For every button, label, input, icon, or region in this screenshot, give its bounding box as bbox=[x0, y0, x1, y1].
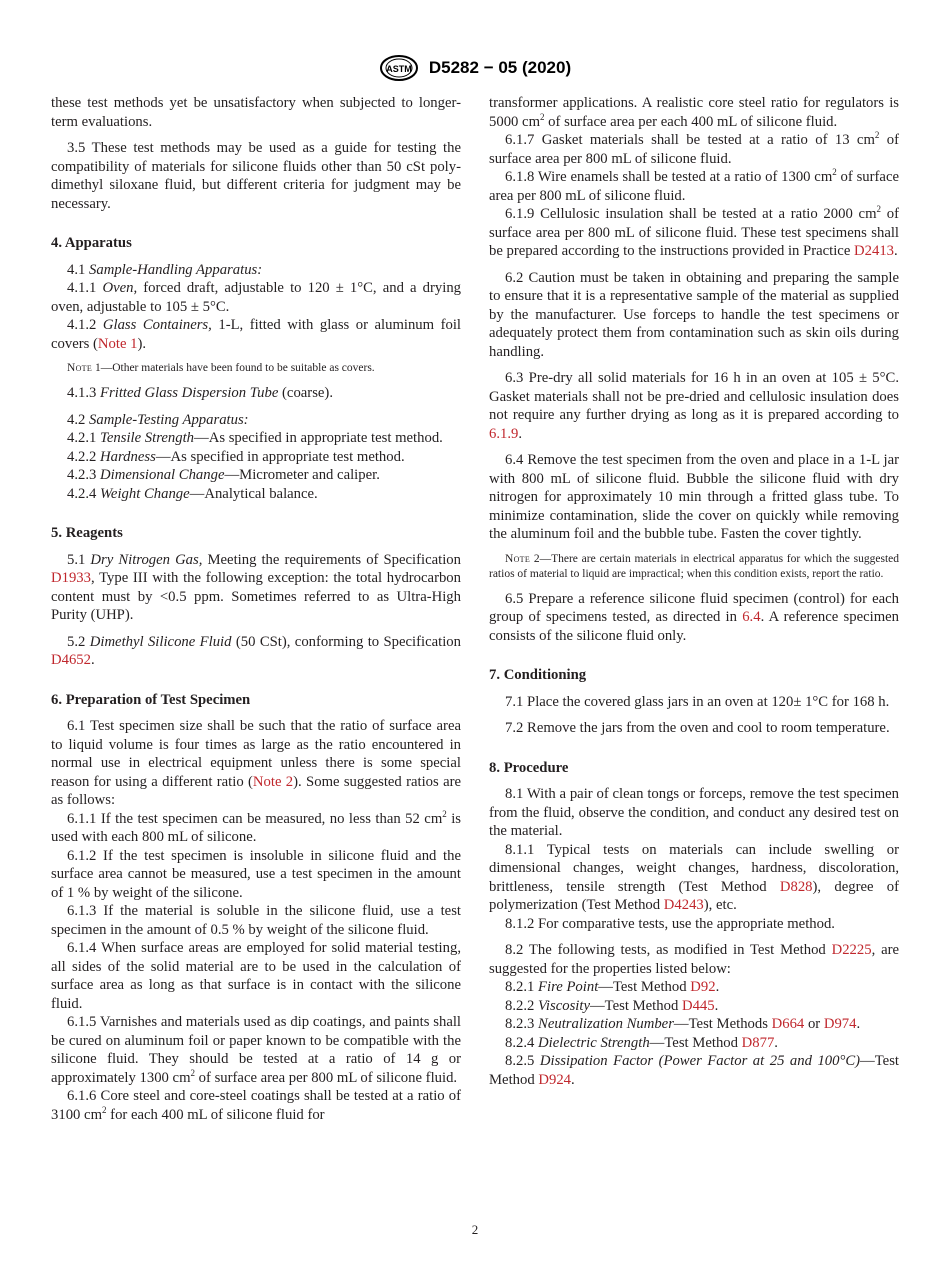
paragraph-4-2-2: 4.2.2 Hardness—As specified in appropriate test method. bbox=[67, 448, 405, 465]
d664-link[interactable]: D664 bbox=[771, 1016, 805, 1032]
paragraph-4-1-3: 4.1.3 Fritted Glass Dispersion Tube (coarse). bbox=[67, 385, 333, 401]
paragraph-5-2: 5.2 Dimethyl Silicone Fluid (50 CSt), conforming to Specification D4652. bbox=[51, 633, 461, 668]
d877-link[interactable]: D877 bbox=[741, 1034, 775, 1051]
document-id: D5282 − 05 (2020) bbox=[428, 58, 572, 77]
paragraph-8-2-5: 8.2.5 Dissipation Factor (Power Factor at 25 and 100°C)—Test Method D924. bbox=[489, 1053, 899, 1088]
section-6-heading: 6. Preparation of Test Specimen bbox=[51, 691, 251, 708]
page-number: 2 bbox=[471, 1222, 479, 1237]
paragraph-3-5: 3.5 These test methods may be used as a guide for testing the compatibility of materials for silicone fluids other than 50 cSt poly-dimethyl siloxane fluid, but different criteria for judgment may be necessary. bbox=[51, 140, 461, 212]
paragraph-6-1-1: 6.1.1 If the test specimen can be measured, no less than 52 $cm^2$ is used with each 800 mL of silicone. bbox=[51, 808, 462, 845]
d1933-link[interactable]: D1933 bbox=[51, 570, 91, 586]
note-1: Note 1—Other materials have been found to be suitable as covers. bbox=[67, 362, 375, 374]
paragraph-5-1: 5.1 Dry Nitrogen Gas, Meeting the requirements of Specification D1933, Type III with the following exception: the total hydrocarbon content must by <0.5 ppm. Sometimes referred to as Ultra-High Purity (UHP). bbox=[51, 551, 461, 623]
paragraph-6-1-5: 6.1.5 Varnishes and materials used as dip coatings, and paints shall be cured on aluminum foil or paper known to be compatible with the silicone fluid. They should be tested at a ratio of 14 g or approximately 1300 $cm^2$ of surface area per 800 mL of silicone fluid. bbox=[51, 1014, 461, 1086]
paragraph-6-2: 6.2 Caution must be taken in obtaining and preparing the sample to ensure that it is a representative sample of the material as supplied by the manufacturer. Use forceps to handle the test specimens or adequately protect them from contamination such as skin oils during handling. bbox=[489, 269, 899, 360]
paragraph-4-2-4: 4.2.4 Weight Change—Analytical balance. bbox=[67, 485, 318, 502]
paragraph-6-1-6: 6.1.6 Core steel and core-steel coatings shall be tested at a ratio of 3100 $cm^2$ for each 400 mL of silicone fluid for bbox=[51, 1088, 461, 1123]
paragraph-4-1-2: 4.1.2 Glass Containers, 1-L, fitted with glass or aluminum foil covers (Note 1). bbox=[51, 317, 461, 352]
d974-link[interactable]: D974 bbox=[823, 1016, 857, 1032]
paragraph-7-1: 7.1 Place the covered glass jars in an oven at 120± 1°C for 168 h. bbox=[505, 693, 890, 710]
paragraph-8-2-4: 8.2.4 Dielectric Strength—Test Method D877. bbox=[505, 1034, 778, 1051]
paragraph-8-1: 8.1 With a pair of clean tongs or forceps, remove the test specimen from the fluid, observe the condition, and conduct any desired test on the material. bbox=[489, 786, 899, 839]
paragraph-6-3: 6.3 Pre-dry all solid materials for 16 h in an oven at 105 ± 5°C. Gasket materials shall not be pre-dried and cellulosic insulation does not require any further drying as long as it is prepared according to 6.1.9. bbox=[489, 370, 899, 442]
d828-link[interactable]: D828 bbox=[779, 878, 813, 895]
note-2: Note 2—There are certain materials in electrical apparatus for which the suggested ratios of material to liquid are impractical; when this condition exists, report the ratio. bbox=[489, 552, 899, 580]
section-6-1-9-link[interactable]: 6.1.9 bbox=[489, 425, 519, 442]
paragraph-7-2: 7.2 Remove the jars from the oven and cool to room temperature. bbox=[505, 720, 890, 736]
right-column bbox=[489, 94, 899, 1089]
section-4-heading: 4. Apparatus bbox=[51, 235, 132, 251]
d4652-link[interactable]: D4652 bbox=[51, 652, 91, 668]
d445-link[interactable]: D445 bbox=[681, 997, 715, 1014]
section-8-heading: 8. Procedure bbox=[489, 759, 569, 776]
section-7-heading: 7. Conditioning bbox=[489, 667, 587, 683]
section-6-4-link[interactable]: 6.4 bbox=[742, 609, 761, 625]
paragraph-6-1-9: 6.1.9 Cellulosic insulation shall be tested at a ratio 2000 $cm^2$ of surface area per 800 mL of silicone fluid. These test specimens shall be prepared according to the instructions provided in Practice D2413. bbox=[489, 204, 899, 259]
d2225-link[interactable]: D2225 bbox=[831, 942, 872, 958]
paragraph-4-2-1: 4.2.1 Tensile Strength—As specified in appropriate test method. bbox=[67, 430, 443, 446]
paragraph-4-1: 4.1 Sample-Handling Apparatus: bbox=[67, 261, 263, 278]
note-1-link[interactable]: Note 1 bbox=[97, 335, 138, 352]
paragraph-6-1-6-continued: transformer applications. A realistic core steel ratio for regulators is 5000 $cm^2$ of surface area per each 400 mL of silicone fluid. bbox=[489, 95, 899, 130]
paragraph-8-1-2: 8.1.2 For comparative tests, use the appropriate method. bbox=[505, 915, 835, 932]
note-2-link[interactable]: Note 2 bbox=[252, 773, 294, 790]
d2413-link[interactable]: D2413 bbox=[854, 243, 895, 259]
paragraph-8-1-1: 8.1.1 Typical tests on materials can include swelling or dimensional changes, weight changes, hardness, discoloration, brittleness, tensile strength (Test Method D828), degree of polymerization (Test Method D4243), etc. bbox=[489, 841, 900, 913]
svg-text:ASTM: ASTM bbox=[386, 64, 412, 74]
paragraph-6-1-7: 6.1.7 Gasket materials shall be tested at a ratio of 13 $cm^2$ of surface area per 800 mL of silicone fluid. bbox=[489, 130, 899, 167]
page-header bbox=[0, 54, 950, 84]
paragraph-8-2-1: 8.2.1 Fire Point—Test Method D92. bbox=[505, 979, 720, 995]
paragraph-6-1-3: 6.1.3 If the material is soluble in the silicone fluid, use a test specimen in the amount of 0.5 % by weight of the silicone fluid. bbox=[51, 903, 461, 938]
paragraph-6-5: 6.5 Prepare a reference silicone fluid specimen (control) for each group of specimens tested, as directed in 6.4. A reference specimen consists of the silicone fluid only. bbox=[489, 590, 899, 644]
paragraph-8-2-2: 8.2.2 Viscosity—Test Method D445. bbox=[505, 997, 719, 1014]
paragraph-6-4: 6.4 Remove the test specimen from the oven and place in a 1-L jar with 800 mL of silicone fluid. Bubble the silicone fluid with dry nitrogen for approximately 10 min through a fritted glass tube. To minimize contamination, slide the cover on quickly while removing the aluminum foil and the bubble tube. Fasten the cover tightly. bbox=[489, 452, 899, 542]
paragraph-6-1-8: 6.1.8 Wire enamels shall be tested at a ratio of 1300 $cm^2$ of surface area per 800 mL of silicone fluid. bbox=[489, 167, 899, 204]
paragraph-8-2: 8.2 The following tests, as modified in Test Method D2225, are suggested for the properties listed below: bbox=[489, 942, 899, 977]
paragraph-4-2: 4.2 Sample-Testing Apparatus: bbox=[67, 411, 249, 428]
d924-link[interactable]: D924 bbox=[538, 1071, 572, 1088]
paragraph-6-1: 6.1 Test specimen size shall be such that the ratio of surface area to liquid volume is four times as large as the ratio encountered in normal use in electrical equipment unless there is some special reason for using a different ratio (Note 2). Some suggested ratios are as follows: bbox=[51, 718, 461, 808]
paragraph-4-2-3: 4.2.3 Dimensional Change—Micrometer and caliper. bbox=[67, 467, 380, 483]
paragraph-6-1-2: 6.1.2 If the test specimen is insoluble in silicone fluid and the surface area cannot be measured, use a test specimen in the amount of 1 % by weight of the silicone. bbox=[51, 847, 461, 901]
d4243-link[interactable]: D4243 bbox=[663, 897, 704, 913]
paragraph-continued: these test methods yet be unsatisfactory when subjected to longer-term evaluations. bbox=[51, 95, 461, 130]
d92-link[interactable]: D92 bbox=[690, 979, 716, 995]
left-column bbox=[51, 94, 461, 1124]
astm-logo-icon bbox=[379, 54, 419, 82]
paragraph-8-2-3: 8.2.3 Neutralization Number—Test Methods D664 or D974. bbox=[505, 1016, 861, 1032]
section-5-heading: 5. Reagents bbox=[51, 525, 123, 541]
paragraph-6-1-4: 6.1.4 When surface areas are employed for solid material testing, all sides of the solid material are to be used in the calculation of surface area as long as that surface is in contact with the silicone fluid. bbox=[51, 940, 461, 1012]
paragraph-4-1-1: 4.1.1 Oven, forced draft, adjustable to 120 ± 1°C, and a drying oven, adjustable to 105 ± 5°C. bbox=[51, 280, 462, 315]
